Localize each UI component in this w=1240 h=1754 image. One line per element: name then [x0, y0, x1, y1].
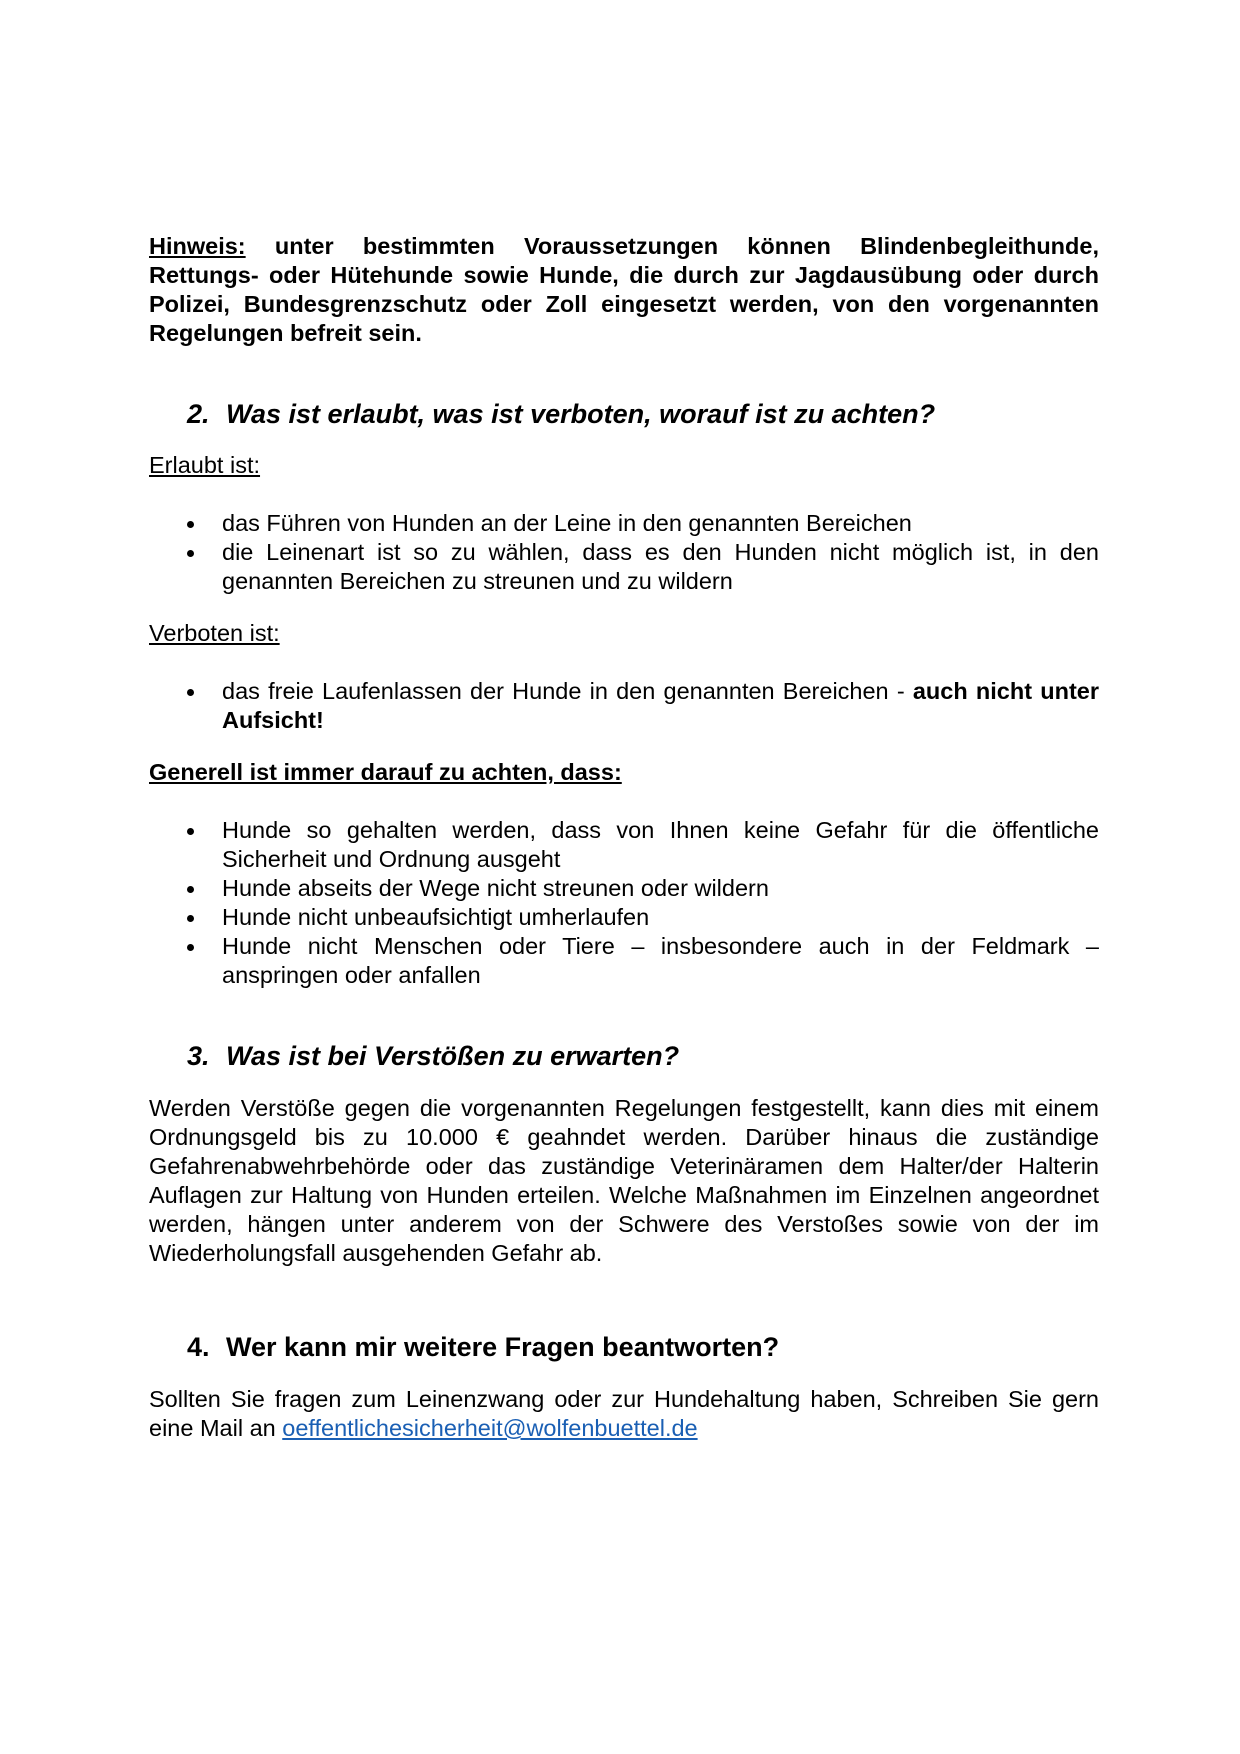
note-text: unter bestimmten Voraussetzungen können Blindenbegleithunde, Rettungs- oder Hütehunde sowie Hunde, die durch zur Jagdausübung oder durch Polizei, Bundesgrenzschutz oder Zoll eingesetzt werden, von den vorgenannten Regelungen befreit sein.: [149, 233, 1099, 346]
section-4-body-text: Sollten Sie fragen zum Leinenzwang oder zur Hundehaltung haben, Schreiben Sie gern eine Mail an: [149, 1386, 1099, 1441]
bullet-icon: [187, 689, 194, 696]
bullet-icon: [187, 886, 194, 893]
forbidden-label-line: [149, 619, 1099, 648]
note-label: Hinweis:: [149, 233, 246, 259]
list-item: [149, 932, 1099, 990]
general-label: Generell ist immer darauf zu achten, dass:: [149, 759, 622, 785]
section-3-title: Was ist bei Verstößen zu erwarten?: [226, 1041, 680, 1071]
list-item: [149, 509, 1099, 538]
list-item: [149, 677, 1099, 735]
section-2-number: 2.: [187, 399, 210, 429]
email-link[interactable]: oeffentlichesicherheit@wolfenbuettel.de: [282, 1415, 698, 1441]
section-4-heading: [149, 1330, 1099, 1364]
section-3-number: 3.: [187, 1041, 210, 1071]
forbidden-label: Verboten ist:: [149, 620, 280, 646]
bullet-icon: [187, 828, 194, 835]
bullet-icon: [187, 550, 194, 557]
list-item-text: Hunde nicht unbeaufsichtigt umherlaufen: [222, 904, 650, 930]
forbidden-list: [149, 677, 1099, 735]
general-list: [149, 816, 1099, 990]
list-item: [149, 538, 1099, 596]
list-item-text: das Führen von Hunden an der Leine in den genannten Bereichen: [222, 510, 912, 536]
list-item-text: Hunde so gehalten werden, dass von Ihnen keine Gefahr für die öffentliche Sicherheit und Ordnung ausgeht: [222, 817, 1099, 872]
general-label-line: [149, 758, 1099, 787]
allowed-label-line: [149, 451, 1099, 480]
note-paragraph: [149, 232, 1099, 348]
list-item-emphasis: auch nicht unter Aufsicht!: [222, 678, 1099, 733]
list-item-text: die Leinenart ist so zu wählen, dass es den Hunden nicht möglich ist, in den genannten Bereichen zu streunen und zu wildern: [222, 539, 1099, 594]
page-content: [149, 232, 1099, 1443]
section-3-body: Werden Verstöße gegen die vorgenannten Regelungen festgestellt, kann dies mit einem Ordnungsgeld bis zu 10.000 € geahndet werden. Darüber hinaus die zuständige Gefahrenabwehrbehörde oder das zuständige Veterinäramen dem Halter/der Halterin Auflagen zur Haltung von Hunden erteilen. Welche Maßnahmen im Einzelnen angeordnet werden, hängen unter anderem von der Schwere des Verstoßes sowie von der im Wiederholungsfall ausgehenden Gefahr ab.: [149, 1095, 1099, 1266]
list-item-text: das freie Laufenlassen der Hunde in den genannten Bereichen -: [222, 678, 913, 704]
allowed-list: [149, 509, 1099, 596]
list-item: [149, 816, 1099, 874]
section-4-body: [149, 1385, 1099, 1443]
list-item-text: Hunde nicht Menschen oder Tiere – insbesondere auch in der Feldmark – anspringen oder anfallen: [222, 933, 1099, 988]
list-item: [149, 874, 1099, 903]
list-item-text: Hunde abseits der Wege nicht streunen oder wildern: [222, 875, 769, 901]
bullet-icon: [187, 944, 194, 951]
allowed-label: Erlaubt ist:: [149, 452, 261, 478]
list-item: [149, 903, 1099, 932]
section-4-number: 4.: [187, 1332, 210, 1362]
bullet-icon: [187, 521, 194, 528]
bullet-icon: [187, 915, 194, 922]
section-2-heading: [149, 397, 1099, 431]
section-4-title: Wer kann mir weitere Fragen beantworten?: [226, 1332, 780, 1362]
section-3-heading: [149, 1039, 1099, 1073]
section-2-title: Was ist erlaubt, was ist verboten, worauf ist zu achten?: [226, 399, 936, 429]
